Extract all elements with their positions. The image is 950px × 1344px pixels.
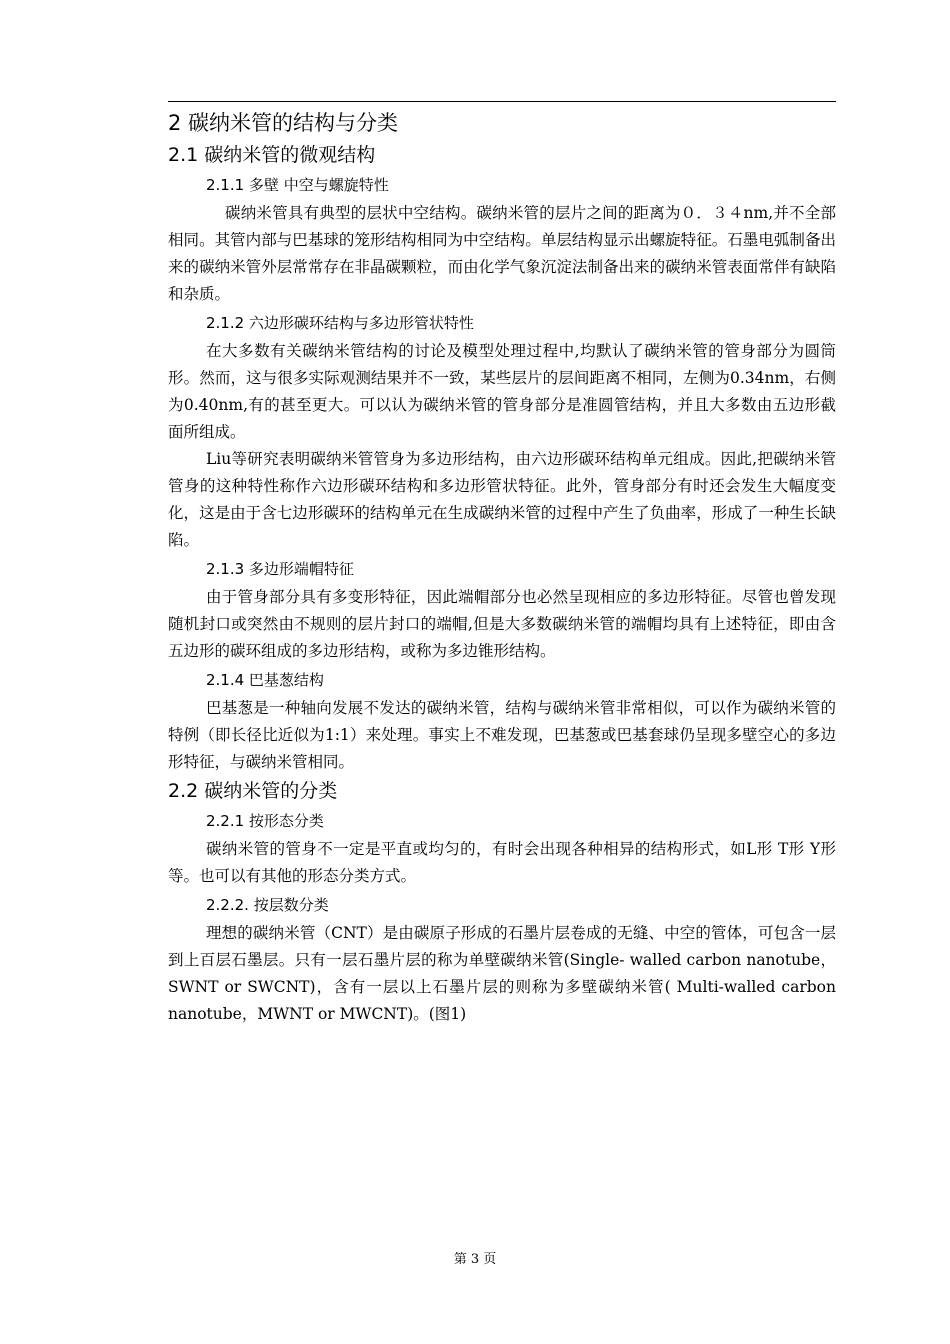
page-content — [168, 106, 836, 1028]
paragraph-2-1-4: 巴基葱是一种轴向发展不发达的碳纳米管，结构与碳纳米管非常相似，可以作为碳纳米管的特例（即长径比近似为1:1）来处理。事实上不难发现，巴基葱或巴基套球仍呈现多壁空心的多边形特征，与碳纳米管相同。 — [168, 699, 836, 771]
page-number: 第 3 页 — [453, 1252, 497, 1267]
header-rule — [168, 101, 836, 102]
paragraph-2-1-3: 由于管身部分具有多变形特征，因此端帽部分也必然呈现相应的多边形特征。尽管也曾发现随机封口或突然由不规则的层片封口的端帽,但是大多数碳纳米管的端帽均具有上述特征，即由含五边形的碳环组成的多边形结构，或称为多边锥形结构。 — [168, 588, 836, 660]
paragraph-2-1-2-b: Liu等研究表明碳纳米管管身为多边形结构，由六边形碳环结构单元组成。因此,把碳纳米管管身的这种特性称作六边形碳环结构和多边形管状特征。此外，管身部分有时还会发生大幅度变化，这是由于含七边形碳环的结构单元在生成碳纳米管的过程中产生了负曲率，形成了一种生长缺陷。 — [168, 450, 836, 549]
subsection-heading-2-2-2: 2.2.2. 按层数分类 — [206, 896, 329, 914]
paragraph-2-1-1: 碳纳米管具有典型的层状中空结构。碳纳米管的层片之间的距离为０．３４nm,并不全部相同。其管内部与巴基球的笼形结构相同为中空结构。单层结构显示出螺旋特征。石墨电弧制备出来的碳纳米管外层常常存在非晶碳颗粒，而由化学气象沉淀法制备出来的碳纳米管表面常伴有缺陷和杂质。 — [168, 204, 836, 303]
subsection-heading-2-1-4: 2.1.4 巴基葱结构 — [206, 671, 324, 689]
paragraph-2-2-2: 理想的碳纳米管（CNT）是由碳原子形成的石墨片层卷成的无缝、中空的管体，可包含一层到上百层石墨层。只有一层石墨片层的称为单壁碳纳米管(Single- walled carbon nanotube，SWNT or SWCNT)，含有一层以上石墨片层的则称为多壁碳纳米管( Multi-walled carbon nanotube，MWNT or MWCNT)。(图1) — [168, 924, 836, 1023]
chapter-heading: 2 碳纳米管的结构与分类 — [168, 111, 399, 135]
subsection-heading-2-1-1: 2.1.1 多壁 中空与螺旋特性 — [206, 176, 389, 194]
subsection-heading-2-1-3: 2.1.3 多边形端帽特征 — [206, 560, 354, 578]
section-heading-2-2: 2.2 碳纳米管的分类 — [168, 780, 338, 802]
subsection-heading-2-2-1: 2.2.1 按形态分类 — [206, 812, 324, 830]
subsection-heading-2-1-2: 2.1.2 六边形碳环结构与多边形管状特性 — [206, 314, 474, 332]
paragraph-2-2-1: 碳纳米管的管身不一定是平直或均匀的，有时会出现各种相异的结构形式，如L形 T形 Y形等。也可以有其他的形态分类方式。 — [168, 840, 836, 885]
paragraph-2-1-2-a: 在大多数有关碳纳米管结构的讨论及模型处理过程中,均默认了碳纳米管的管身部分为圆筒形。然而，这与很多实际观测结果并不一致，某些层片的层间距离不相同，左侧为0.34nm，右侧为0.40nm,有的甚至更大。可以认为碳纳米管的管身部分是准圆管结构，并且大多数由五边形截面所组成。 — [168, 342, 836, 441]
section-heading-2-1: 2.1 碳纳米管的微观结构 — [168, 144, 376, 166]
